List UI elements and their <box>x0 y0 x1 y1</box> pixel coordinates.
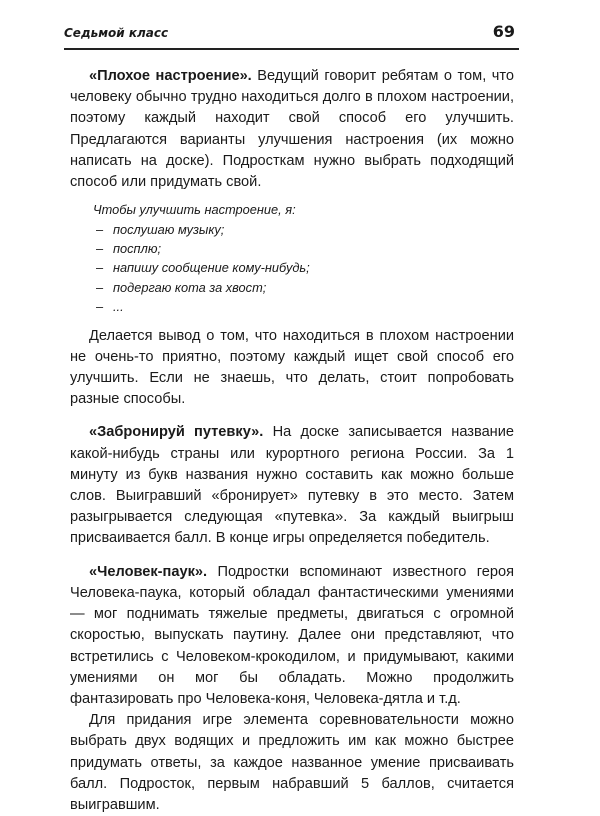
list-item: – посплю; <box>96 239 514 258</box>
game-title: «Человек-паук». <box>89 563 208 580</box>
game-paragraph <box>70 422 514 549</box>
example-lead: Чтобы улучшить настроение, я: <box>93 202 296 218</box>
extra-paragraph: Для придания игре элемента соревновательности можно выбрать двух водящих и предложить им как можно быстрее придумать ответы, за каждое названное умение присваивать балл. Подросток, первым набравший 5 баллов, считается выигравшим. <box>70 712 514 813</box>
game-title: «Забронируй путевку». <box>89 424 264 441</box>
game-paragraph <box>70 562 514 710</box>
page-header <box>64 22 519 50</box>
game-description: На доске записывается название какой-нибудь страны или курортного региона России. За 1 минуту из букв названия нужно составить как можно больше слов. Выигравший «бронирует» путевку в это место. Затем разыгрывается следующая «путевка». За каждый выигрыш присваивается балл. В конце игры определяется победитель. <box>70 424 515 547</box>
game-paragraph <box>70 66 514 193</box>
section-title: Седьмой класс <box>64 26 169 40</box>
list-item: – подергаю кота за хвост; <box>96 278 514 297</box>
page-body <box>70 66 514 816</box>
list-item: – послушаю музыку; <box>96 220 514 239</box>
list-item: – ... <box>96 297 514 316</box>
list-item: – напишу сообщение кому-нибудь; <box>96 258 514 277</box>
page-number: 69 <box>492 22 515 41</box>
example-list <box>93 200 514 316</box>
game-title: «Плохое настроение». <box>89 68 252 84</box>
game-description: Ведущий говорит ребятам о том, что человеку обычно трудно находиться долго в плохом настроении, поэтому каждый находит свой способ его улучшить. Предлагаются варианты улучшения настроения (их можно написать на доске). Подросткам нужно выбрать подходящий способ или придумать свой. <box>70 68 514 191</box>
game-description: Подростки вспоминают известного героя Человека-паука, который обладал фантастическими умениями — мог поднимать тяжелые предметы, двигаться с огромной скоростью, выпускать паутину. Далее они представляют, что встретились с Человеком-крокодилом, и придумывают, какими умениями он мог бы обладать. Можно продолжить фантазировать про Человека-коня, Человека-дятла и т.д. <box>70 563 514 707</box>
conclusion-paragraph: Делается вывод о том, что находиться в плохом настроении не очень-то приятно, поэтому каждый ищет свой способ его улучшить. Если не знаешь, что делать, стоит попробовать разные способы. <box>70 327 514 408</box>
